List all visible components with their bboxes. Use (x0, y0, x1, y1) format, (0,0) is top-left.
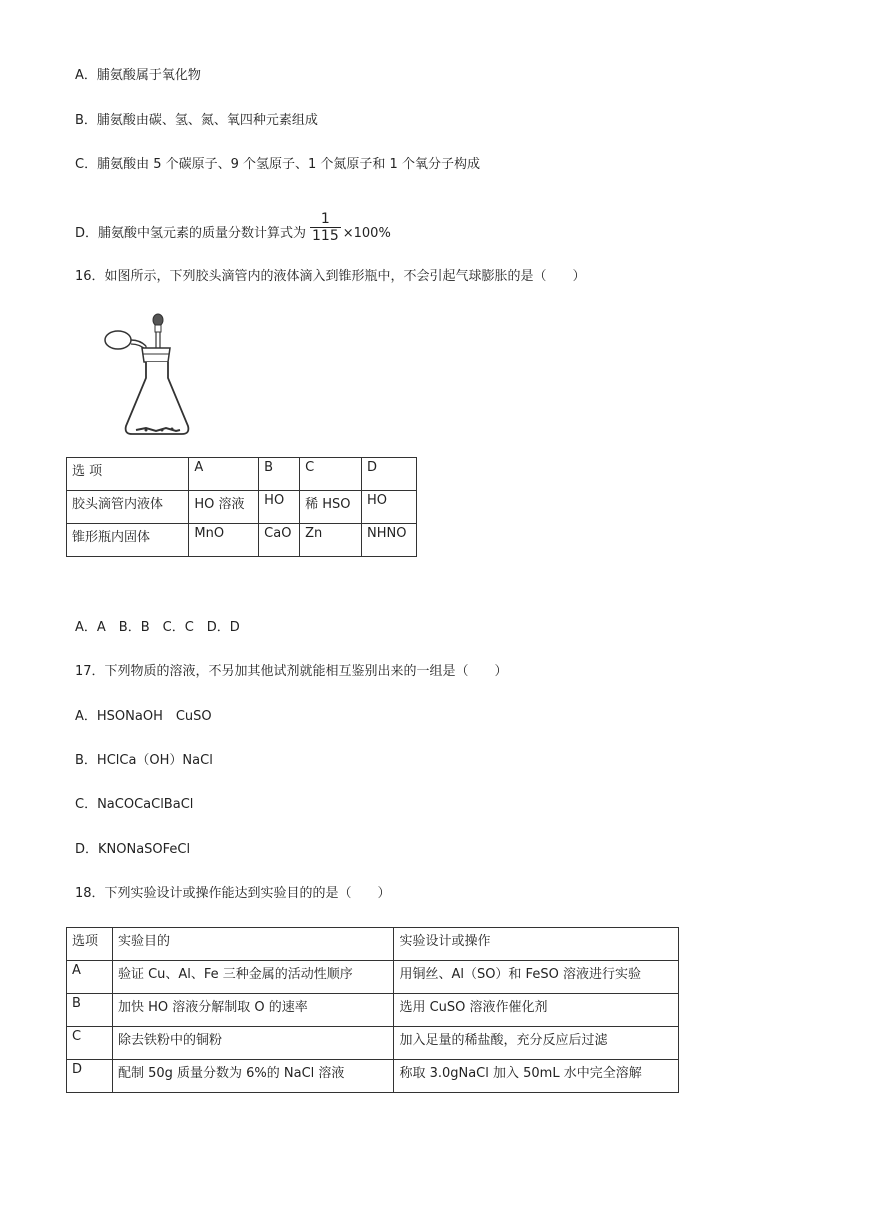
table-cell: 配制 50g 质量分数为 6%的 NaCl 溶液 (112, 1060, 393, 1093)
q15-option-d-suffix: ×100% (342, 226, 391, 241)
table-cell: 加入足量的稀盐酸，充分反应后过滤 (394, 1027, 679, 1060)
table-cell: C (67, 1027, 113, 1060)
table-row (67, 1060, 679, 1093)
table-row (67, 491, 417, 524)
table-cell: 锥形瓶内固体 (67, 524, 189, 557)
table-cell: 实验目的 (112, 928, 393, 961)
table-cell: 稀 HSO (300, 491, 362, 524)
table-row (67, 994, 679, 1027)
q16-answers: A．A B．B C．C D．D (75, 620, 240, 635)
table-cell: 除去铁粉中的铜粉 (112, 1027, 393, 1060)
flask-with-dropper-and-balloon-icon (100, 310, 195, 444)
table-cell: 验证 Cu、Al、Fe 三种金属的活动性顺序 (112, 961, 393, 994)
table-cell: 加快 HO 溶液分解制取 O 的速率 (112, 994, 393, 1027)
q17-option-a: A．HSONaOH CuSO (75, 709, 212, 724)
table-cell: HO (361, 491, 416, 524)
table-cell: 实验设计或操作 (394, 928, 679, 961)
table-row (67, 961, 679, 994)
table-cell: HO 溶液 (189, 491, 259, 524)
fraction-numerator: 1 (310, 211, 341, 228)
q16-options-table (66, 457, 417, 557)
table-header-row (67, 458, 417, 491)
q15-option-c: C．脯氨酸由 5 个碳原子、9 个氢原子、1 个氮原子和 1 个氧分子构成 (75, 157, 480, 172)
table-cell: A (67, 961, 113, 994)
table-cell: Zn (300, 524, 362, 557)
fraction-denominator: 115 (312, 228, 339, 244)
table-cell: D (361, 458, 416, 491)
table-row (67, 524, 417, 557)
table-cell: MnO (189, 524, 259, 557)
table-cell: 用铜丝、Al（SO）和 FeSO 溶液进行实验 (394, 961, 679, 994)
q15-option-b: B．脯氨酸由碳、氢、氮、氧四种元素组成 (75, 113, 318, 128)
table-cell: C (300, 458, 362, 491)
q17-option-b: B．HClCa（OH）NaCl (75, 753, 213, 768)
table-cell: 选 项 (67, 458, 189, 491)
q17-option-c: C．NaCOCaClBaCl (75, 797, 194, 812)
table-cell: 称取 3.0gNaCl 加入 50mL 水中完全溶解 (394, 1060, 679, 1093)
table-header-row (67, 928, 679, 961)
q18-experiment-table (66, 927, 679, 1093)
table-cell: B (67, 994, 113, 1027)
q17-option-d: D．KNONaSOFeCl (75, 842, 191, 857)
q15-option-a: A．脯氨酸属于氧化物 (75, 68, 201, 83)
table-cell: CaO (259, 524, 300, 557)
table-row (67, 1027, 679, 1060)
table-cell: A (189, 458, 259, 491)
q15-option-d (75, 211, 391, 250)
table-cell: HO (259, 491, 300, 524)
table-cell: 选用 CuSO 溶液作催化剂 (394, 994, 679, 1027)
q16-stem: 16．如图所示，下列胶头滴管内的液体滴入到锥形瓶中，不会引起气球膨胀的是（ ） (75, 269, 586, 284)
q18-stem: 18．下列实验设计或操作能达到实验目的的是（ ） (75, 886, 391, 901)
table-cell: D (67, 1060, 113, 1093)
table-cell: NHNO (361, 524, 416, 557)
table-cell: 胶头滴管内液体 (67, 491, 189, 524)
table-cell: B (259, 458, 300, 491)
q17-stem: 17．下列物质的溶液，不另加其他试剂就能相互鉴别出来的一组是（ ） (75, 664, 508, 679)
fraction (310, 211, 341, 244)
q15-option-d-prefix: D．脯氨酸中氢元素的质量分数计算式为 (75, 226, 307, 241)
table-cell: 选项 (67, 928, 113, 961)
